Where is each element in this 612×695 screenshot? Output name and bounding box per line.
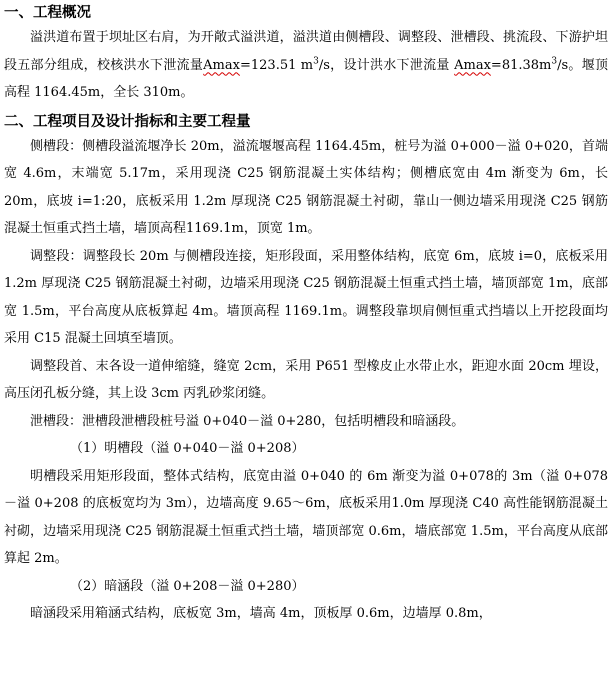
open-channel-line: 1.0m 厚现浇 C40 高性能钢筋混凝土衬砌，边墙采用现浇 C25 钢筋混凝土恒重式挡 xyxy=(4,496,608,539)
design-flow-tail: /s。堰顶高程 1164.45m，全长 310m。 xyxy=(4,57,608,100)
adjust-line: 至墙顶。 xyxy=(129,331,182,346)
culvert-line: 暗涵段采用箱涵式结构，底板宽 3m，墙高 4m，顶板厚 0.6m，边墙厚 0.8m， xyxy=(30,606,492,621)
design-flow-symbol: Amax xyxy=(454,57,491,73)
culvert-paragraph xyxy=(4,600,608,628)
adjust-line: 高程 1169.1m。调整段靠坝肩侧恒重式挡墙以上开挖段面均采用 C15 混凝土回填 xyxy=(4,303,608,346)
open-channel-line: 的 3m（溢 0+078－溢 0+208 的底板宽均为 3m），边墙高度 9.65～6m，底板采用 xyxy=(4,468,609,511)
check-flow-unit: /s，设计洪水下泄 xyxy=(318,57,424,73)
check-flow-value: =123.51 m xyxy=(239,57,314,73)
culvert-subheading: （2）暗涵段（溢 0+208－溢 0+280） xyxy=(70,578,305,594)
open-channel-subheading: （1）明槽段（溢 0+040－溢 0+208） xyxy=(70,441,305,456)
check-flow-symbol: Amax xyxy=(203,57,240,73)
side-channel-line: －溢 0+020，首端宽 4.6m，末端宽 5.17m，采用现浇 C25 钢筋混凝土实体结构； xyxy=(4,138,608,181)
adjust-paragraph xyxy=(4,243,608,353)
open-channel-line: 土墙，墙顶部宽 0.6m，墙底部宽 1.5m，平台高度从底部算起 2m。 xyxy=(4,523,608,566)
side-channel-line: 1169.1m，顶宽 1m。 xyxy=(186,221,321,236)
adjust-line: 调整段：调整段长 20m 与侧槽段连接，矩形段面，采用整体结构，底宽 6m， xyxy=(30,248,489,264)
design-flow-value: =81.38m xyxy=(490,57,552,73)
side-channel-line: 侧槽底宽由 4m 渐变为 6m，长 20m，底坡 i=1:20，底板采用 1.2m 厚现浇 C25 钢筋 xyxy=(4,166,609,209)
side-channel-paragraph xyxy=(4,133,608,243)
adjust-line: 凝土恒重式挡土墙，墙顶部宽 1m，底部宽 1.5m，平台高度从底板算起 4m。墙顶 xyxy=(4,276,608,319)
design-flow-label: 流量 xyxy=(423,57,450,73)
overview-line-2: 挑流段、下游护坦段五部分组成，校核洪水下泄流量 xyxy=(4,30,608,73)
section-heading-overview: 一、工程概况 xyxy=(4,5,91,21)
chute-line: 泄槽段：泄槽段泄槽段桩号溢 0+040－溢 0+280，包括明槽段和暗涵段。 xyxy=(30,413,465,429)
adjust-line: 底坡 i=0，底板采用 1.2m 厚现浇 C25 钢筋混凝土衬砌，边墙采用现浇 C25 钢筋混 xyxy=(4,248,608,291)
overview-paragraph xyxy=(4,24,608,107)
overview-line-1: 溢洪道布置于坝址区右肩，为开敞式溢洪道，溢洪道由侧槽段、调整段、泄槽段、 xyxy=(30,30,503,45)
joint-paragraph xyxy=(4,353,608,408)
chute-paragraph xyxy=(4,408,608,436)
side-channel-line: 侧槽段：侧槽段溢流堰净长 20m，溢流堰堰高程 1164.45m，桩号为溢 0+000 xyxy=(30,138,495,154)
open-channel-paragraph xyxy=(4,463,608,573)
design-flow-exponent: 3 xyxy=(551,56,558,67)
check-flow-exponent: 3 xyxy=(313,56,319,67)
joint-line: 调整段首、末各设一道伸缩缝，缝宽 2cm，采用 P651 型橡皮止水带止水，距 xyxy=(30,358,485,374)
section-heading-items: 二、工程项目及设计指标和主要工程量 xyxy=(4,113,251,130)
open-channel-line: 明槽段采用矩形段面，整体式结构，底宽由溢 0+040 的 6m 渐变为溢 0+078 xyxy=(30,468,494,484)
joint-line: 迎水面 20cm 埋设，高压闭孔板分缝，其上设 3cm 丙乳砂浆闭缝。 xyxy=(4,358,608,401)
side-channel-line: 混凝土衬砌，靠山一侧边墙采用现浇 C25 钢筋混凝土恒重式挡土墙，墙顶高程 xyxy=(4,193,608,236)
